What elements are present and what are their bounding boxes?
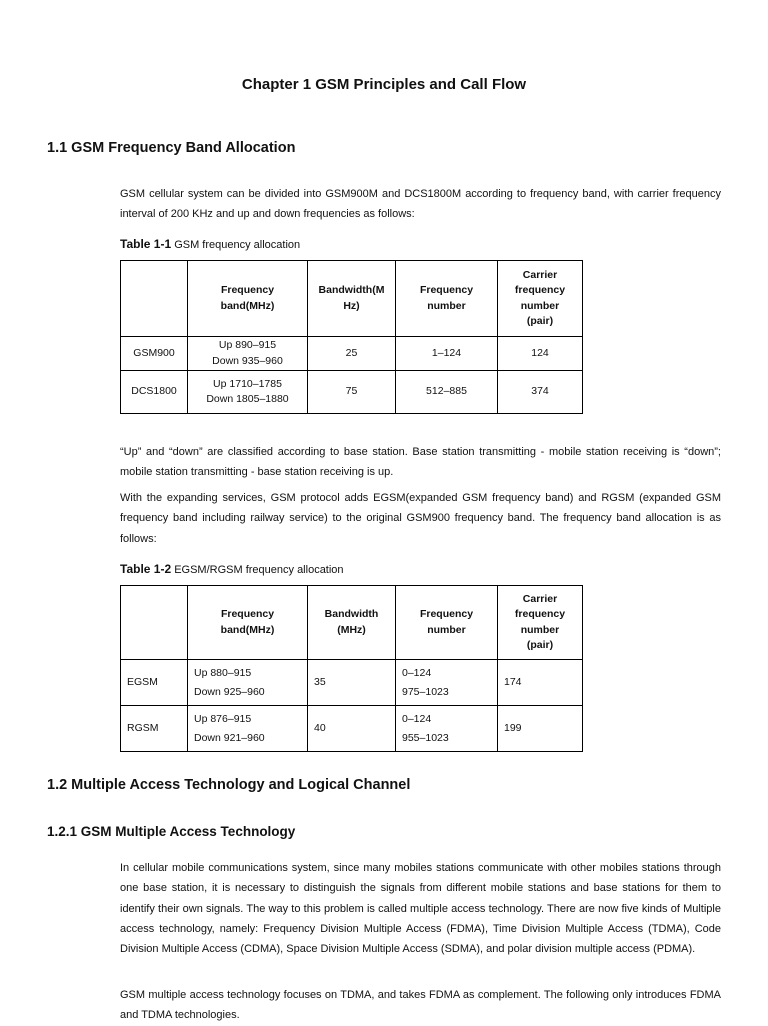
header-line: band(MHz) <box>220 623 275 636</box>
band-down: Down 921–960 <box>194 731 265 744</box>
table-1-2-caption <box>120 562 344 576</box>
table-header-cell-empty <box>121 586 188 660</box>
table-header-frequency-band <box>188 586 308 660</box>
section-heading-1-2: 1.2 Multiple Access Technology and Logical Channel <box>47 777 411 793</box>
table-cell-name: EGSM <box>121 660 188 706</box>
table-cell-bandwidth: 35 <box>308 660 396 706</box>
header-line: Carrier <box>522 268 558 281</box>
table-header-cell-empty <box>121 261 188 337</box>
header-line: Frequency <box>419 284 474 296</box>
table-cell-frequency-number: 1–124 <box>396 337 498 371</box>
section-heading-1-1: 1.1 GSM Frequency Band Allocation <box>47 140 296 156</box>
freq-line: 975–1023 <box>402 685 449 698</box>
header-line: Frequency <box>419 608 474 620</box>
freq-line: 0–124 <box>402 712 432 725</box>
table-1-1-caption <box>120 237 300 251</box>
table-cell-carrier: 199 <box>498 706 583 752</box>
table-cell-name: DCS1800 <box>121 371 188 414</box>
band-down: Down 1805–1880 <box>206 393 289 405</box>
table-header-frequency-number <box>396 261 498 337</box>
header-line: frequency <box>514 608 566 620</box>
band-down: Down 925–960 <box>194 685 265 698</box>
table-1-1-caption-text: GSM frequency allocation <box>171 239 301 251</box>
header-line: Frequency <box>220 284 275 296</box>
header-line: band(MHz) <box>220 299 275 312</box>
table-header-row <box>121 586 583 660</box>
header-line: Bandwidth <box>324 608 379 620</box>
chapter-title: Chapter 1 GSM Principles and Call Flow <box>241 76 527 93</box>
table-1-1-caption-label: Table 1-1 <box>120 237 172 251</box>
band-up: Up 890–915 <box>218 339 277 351</box>
header-line: (pair) <box>526 315 554 327</box>
header-line: number <box>427 299 466 312</box>
table-row <box>121 371 583 414</box>
table-cell-frequency-number <box>396 660 498 706</box>
paragraph-multiple-access: In cellular mobile communications system, since many mobiles stations communicate with other mobiles stations through one base station, it is necessary to distinguish the signals from different mobile stations and base stations for them to identify their own signals. The way to this problem is called multiple access technology. There are now five kinds of Multiple access technology, namely: Frequency Division Multiple Access (FDMA), Time Division Multiple Access (TDMA), Code Division Multiple Access (CDMA), Space Division Multiple Access (SDMA), and polar division multiple access (PDMA). <box>120 862 721 956</box>
table-header-bandwidth <box>308 261 396 337</box>
header-line: Frequency <box>220 608 275 620</box>
table-row <box>121 337 583 371</box>
table-cell-carrier: 374 <box>498 371 583 414</box>
header-line: Bandwidth(M <box>318 284 385 296</box>
paragraph-gsm-division: GSM cellular system can be divided into GSM900M and DCS1800M according to frequency band, with carrier frequency interval of 200 KHz and up and down frequencies as follows: <box>120 188 721 221</box>
table-1-2-caption-text: EGSM/RGSM frequency allocation <box>171 564 344 576</box>
section-heading-1-2-1: 1.2.1 GSM Multiple Access Technology <box>47 824 296 839</box>
header-line: number <box>520 623 560 636</box>
table-cell-name: RGSM <box>121 706 188 752</box>
header-line: (MHz) <box>337 623 366 636</box>
table-cell-name: GSM900 <box>121 337 188 371</box>
table-header-bandwidth <box>308 586 396 660</box>
table-row <box>121 660 583 706</box>
header-line: number <box>520 299 560 312</box>
table-row <box>121 706 583 752</box>
table-cell-bandwidth: 40 <box>308 706 396 752</box>
table-cell-carrier: 124 <box>498 337 583 371</box>
table-egsm-rgsm-frequency-allocation <box>120 585 583 752</box>
band-up: Up 880–915 <box>194 666 252 679</box>
freq-line: 0–124 <box>402 666 432 679</box>
band-up: Up 876–915 <box>194 712 252 725</box>
table-header-carrier-frequency <box>498 261 583 337</box>
table-cell-carrier: 174 <box>498 660 583 706</box>
table-header-frequency-number <box>396 586 498 660</box>
header-line: Carrier <box>522 592 558 605</box>
table-1-2-caption-label: Table 1-2 <box>120 562 172 576</box>
table-cell-frequency-number: 512–885 <box>396 371 498 414</box>
header-line: (pair) <box>526 639 554 651</box>
band-down: Down 935–960 <box>212 354 283 367</box>
table-cell-bandwidth: 75 <box>308 371 396 414</box>
paragraph-expanding-services: With the expanding services, GSM protocol adds EGSM(expanded GSM frequency band) and RGSM (expanded GSM frequency band including railway service) to the original GSM900 frequency band. The frequency band allocation is as follows: <box>120 492 721 545</box>
table-cell-frequency-number <box>396 706 498 752</box>
freq-line: 955–1023 <box>402 731 449 744</box>
header-line: frequency <box>514 284 566 296</box>
table-cell-band <box>188 660 308 706</box>
header-line: number <box>427 623 466 636</box>
table-cell-band <box>188 337 308 371</box>
paragraph-gsm-tdma: GSM multiple access technology focuses on TDMA, and takes FDMA as complement. The following only introduces FDMA and TDMA technologies. <box>120 989 721 1022</box>
table-cell-bandwidth: 25 <box>308 337 396 371</box>
table-header-carrier-frequency <box>498 586 583 660</box>
table-cell-band <box>188 706 308 752</box>
header-line: Hz) <box>343 299 360 312</box>
table-header-frequency-band <box>188 261 308 337</box>
band-up: Up 1710–1785 <box>213 377 282 390</box>
table-gsm-frequency-allocation <box>120 260 583 414</box>
table-cell-band <box>188 371 308 414</box>
table-header-row <box>121 261 583 337</box>
paragraph-up-down: “Up” and “down” are classified according to base station. Base station transmitting - mobile station receiving is “down”; mobile station transmitting - base station receiving is up. <box>120 446 721 479</box>
